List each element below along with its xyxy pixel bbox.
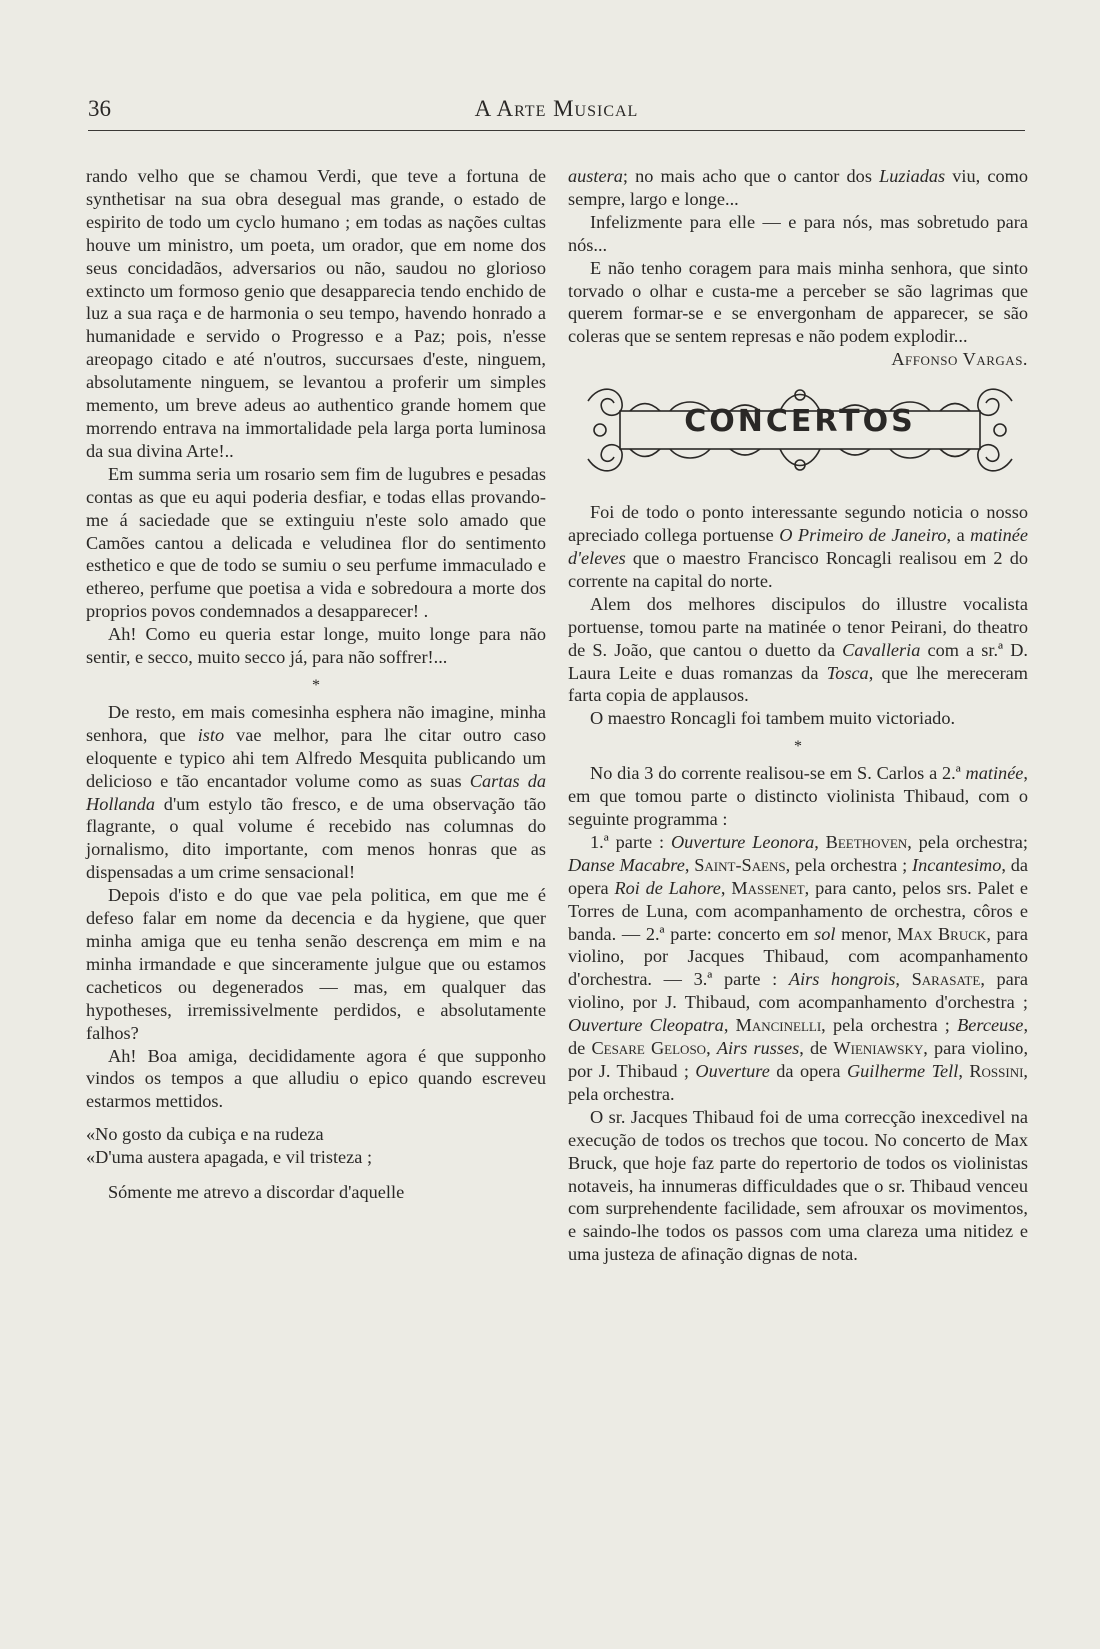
paragraph: Infelizmente para elle — e para nós, mas sobretudo para nós... [568, 211, 1028, 255]
left-column [86, 165, 546, 1204]
page-number: 36 [88, 96, 111, 121]
section-heading: CONCERTOS [684, 404, 916, 440]
paragraph: Foi de todo o ponto interessante segundo noticia o nosso apreciado collega portuense O Primeiro de Janeiro, a matinée d'eleves que o maestro Francisco Roncagli realisou em 2 do corrente na capital do norte. [568, 502, 1028, 591]
right-column [568, 165, 1028, 1266]
running-title: A Arte Musical [474, 96, 639, 121]
section-separator: * [794, 738, 802, 756]
paragraph: Alem dos melhores discipulos do illustre vocalista portuense, tomou parte na matinée o tenor Peirani, do theatro de S. João, que cantou o duetto da Cavalleria com a sr.ª D. Laura Leite e duas romanzas da Tosca, que lhe mereceram farta copia de applausos. [568, 593, 1028, 706]
section-banner [580, 381, 1020, 479]
paragraph: O maestro Roncagli foi tambem muito victoriado. [590, 708, 956, 729]
paragraph: Em summa seria um rosario sem fim de lugubres e pesadas contas as que eu aqui poderia desfiar, e todas ellas provando-me á saciedade que se extinguiu n'este solo amado que Camões cantou a delicada e veludinea flor do sentimento esthetico e que de todo se sumiu o seu perfume immaculado e ethereo, perfume que poetisa a vida e sobredoura a morte dos proprios povos condemnados a desapparecer! . [86, 463, 546, 622]
paragraph: E não tenho coragem para mais minha senhora, que sinto torvado o olhar e custa-me a perceber se são lagrimas que querem formar-se e se envergonham de apparecer, se são coleras que se sentem represas e não podem explodir... [568, 257, 1028, 347]
quote-line: «D'uma austera apagada, e vil tristeza ; [86, 1147, 373, 1168]
paragraph: Ah! Como eu queria estar longe, muito longe para não sentir, e secco, muito secco já, para não soffrer!... [86, 624, 546, 668]
author-signature: Affonso Vargas. [891, 349, 1028, 370]
section-separator: * [312, 676, 320, 694]
paragraph: Depois d'isto e do que vae pela politica, em que me é defeso falar em nome da decencia e da hygiene, que quer minha amiga que eu tenha senão descrença em mim e na minha irmandade e que sinceramente julgue que ou estamos cacheticos ou degenerados — mas, em qualquer das hypotheses, irremissivelmente perdidos, e absolutamente falhos? [86, 885, 546, 1043]
paragraph: De resto, em mais comesinha esphera não imagine, minha senhora, que isto vae melhor, para lhe citar outro caso eloquente e typico ahi tem Alfredo Mesquita publicando um delicioso e tão encantador volume como as suas Cartas da Hollanda d'um estylo tão fresco, e de uma observação tão flagrante, o qual volume é recebido nas columnas do jornalismo, dito importante, com menos honras que as dispensadas a um crime sensacional! [86, 701, 546, 883]
quote-line: «No gosto da cubiça e na rudeza [86, 1124, 324, 1145]
paragraph: Ah! Boa amiga, decididamente agora é que supponho vindos os tempos a que alludiu o epico quando escreveu estarmos mettidos. [86, 1045, 546, 1112]
programme-paragraph: 1.ª parte : Ouverture Leonora, Beethoven, pela orchestra; Danse Macabre, Saint-Saens, pela orchestra ; Incantesimo, da opera Roi de Lahore, Massenet, para canto, pelos srs. Palet e Torres de Luna, com acompanhamento de orchestra, côros e banda. — 2.ª parte: concerto em sol menor, Max Bruck, para violino, por Jacques Thibaud, com acompanhamento d'orchestra. — 3.ª parte : Airs hongrois, Sarasate, para violino, por J. Thibaud, com acompanhamento d'orchestra ; Ouverture Cleopatra, Mancinelli, pela orchestra ; Berceuse, de Cesare Geloso, Airs russes, de Wieniawsky, para violino, por J. Thibaud ; Ouverture da opera Guilherme Tell, Rossini, pela orchestra. [568, 831, 1029, 1104]
page-header [88, 96, 1025, 131]
paragraph: O sr. Jacques Thibaud foi de uma correcção inexcedivel na execução de todos os trechos que tocou. No concerto de Max Bruck, que hoje faz parte do repertorio de todos os violinistas notaveis, ha innumeras difficuldades que o sr. Thibaud venceu com surprehendente facilidade, sem afrouxar os movimentos, e saindo-lhe todos os passos com uma clareza uma nitidez e uma justeza de afinação dignas de nota. [568, 1106, 1028, 1265]
paragraph: austera; no mais acho que o cantor dos Luziadas viu, como sempre, largo e longe... [568, 166, 1028, 209]
paragraph: No dia 3 do corrente realisou-se em S. Carlos a 2.ª matinée, em que tomou parte o distincto violinista Thibaud, com o seguinte programma : [568, 763, 1028, 830]
paragraph: Sómente me atrevo a discordar d'aquelle [108, 1182, 405, 1203]
paragraph: rando velho que se chamou Verdi, que teve a fortuna de synthetisar na sua obra desegual mas grande, o estado de espirito de todo um cyclo humano ; em todas as nações cultas houve um ministro, um poeta, um orador, que em nome dos seus concidadãos, adversarios ou não, saudou no glorioso extincto um formoso genio que desapparecia tendo enchido de luz a sua raça e de harmonia o seu tempo, havendo honrado a humanidade e servido o Progresso e a Paz; pois, n'esse areopago citado e até n'outros, succursaes d'este, ninguem, absolutamente ninguem, se levantou a proferir um simples memento, um breve adeus ao authentico grande homem que morrendo entrava na immortalidade pela larga porta luminosa da sua divina Arte!.. [86, 166, 546, 461]
